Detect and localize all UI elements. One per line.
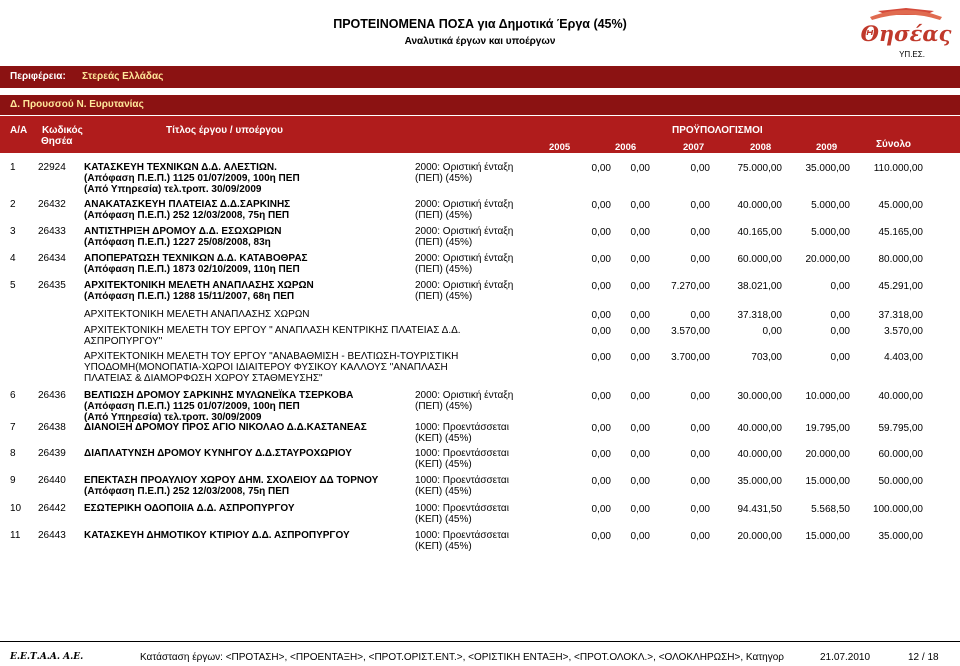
- row-code: 26432: [38, 199, 66, 210]
- row-aa: 11: [10, 530, 21, 541]
- row-value-5: 45.165,00: [878, 227, 923, 238]
- row-status-program: (ΠΕΠ) (45%): [415, 237, 473, 248]
- col-title: Τίτλος έργου / υποέργου: [166, 125, 283, 136]
- row-value-5: 60.000,00: [878, 449, 923, 460]
- subproject-title: ΑΡΧΙΤΕΚΤΟΝΙΚΗ ΜΕΛΕΤΗ ΑΝΑΠΛΑΣΗΣ ΧΩΡΩΝ: [84, 309, 310, 320]
- row-decision: (Απόφαση Π.Ε.Π.) 252 12/03/2008, 75η ΠΕΠ: [84, 486, 290, 497]
- subproject-value-2: 3.570,00: [671, 326, 710, 337]
- row-status-program: (ΠΕΠ) (45%): [415, 210, 473, 221]
- row-status-program: (ΚΕΠ) (45%): [415, 514, 472, 525]
- row-title: ΚΑΤΑΣΚΕΥΗ ΤΕΧΝΙΚΩΝ Δ.Δ. ΑΛΕΣΤΙΩΝ.: [84, 162, 277, 173]
- footer-org: Ε.Ε.Τ.Α.Α. Α.Ε.: [10, 652, 84, 662]
- logo-text: Θησέας: [860, 21, 952, 46]
- row-value-1: 0,00: [630, 504, 650, 515]
- subproject-value-2: 0,00: [690, 310, 710, 321]
- row-value-4: 10.000,00: [805, 391, 850, 402]
- row-code: 26438: [38, 422, 66, 433]
- region-band: [0, 66, 960, 88]
- row-status-program: (ΚΕΠ) (45%): [415, 459, 472, 470]
- row-code: 26443: [38, 530, 66, 541]
- row-status-program: (ΠΕΠ) (45%): [415, 401, 473, 412]
- footer-date: 21.07.2010: [820, 652, 871, 663]
- row-value-5: 100.000,00: [872, 504, 923, 515]
- row-value-1: 0,00: [630, 423, 650, 434]
- subproject-value-0: 0,00: [591, 326, 611, 337]
- row-value-0: 0,00: [591, 476, 611, 487]
- row-value-5: 50.000,00: [878, 476, 923, 487]
- row-title: ΑΝΤΙΣΤΗΡΙΞΗ ΔΡΟΜΟΥ Δ.Δ. ΕΣΩΧΩΡΙΩΝ: [84, 226, 282, 237]
- region-label: Περιφέρεια:: [10, 71, 66, 82]
- row-value-4: 19.795,00: [805, 423, 850, 434]
- region-value: Στερεάς Ελλάδας: [82, 71, 164, 82]
- row-value-1: 0,00: [630, 281, 650, 292]
- row-value-0: 0,00: [591, 504, 611, 515]
- footer-status: Κατάσταση έργων: <ΠΡΟΤΑΣΗ>, <ΠΡΟΕΝΤΑΞΗ>, <ΠΡΟΤ.ΟΡΙΣΤ.ΕΝΤ.>, <ΟΡΙΣΤΙΚΗ ΕΝΤΑΞΗ>, <ΠΡΟΤ.ΟΛΟΚΛ.>, <ΟΛΟΚΛΗΡΩΣΗ>, Κατηγορ: [140, 652, 784, 663]
- subproject-title: ΑΡΧΙΤΕΚΤΟΝΙΚΗ ΜΕΛΕΤΗ ΤΟΥ ΕΡΓΟΥ "ΑΝΑΒΑΘΜΙΣΗ - ΒΕΛΤΙΩΣΗ-ΤΟΥΡΙΣΤΙΚΗ: [84, 351, 459, 362]
- row-value-1: 0,00: [630, 227, 650, 238]
- row-value-5: 110.000,00: [873, 163, 923, 174]
- row-code: 26434: [38, 253, 66, 264]
- subproject-title-cont: ΥΠΟΔΟΜΗ(ΜΟΝΟΠΑΤΙΑ-ΧΩΡΟΙ ΙΔΙΑΙΤΕΡΟΥ ΦΥΣΙΚΟΥ ΚΑΛΛΟΥΣ "ΑΝΑΠΛΑΣΗ: [84, 362, 448, 373]
- row-code: 26440: [38, 475, 66, 486]
- row-value-2: 0,00: [690, 163, 710, 174]
- row-value-4: 15.000,00: [805, 531, 850, 542]
- col-code2: Θησέα: [41, 136, 73, 147]
- row-value-2: 7.270,00: [671, 281, 710, 292]
- row-value-2: 0,00: [690, 391, 710, 402]
- row-value-4: 15.000,00: [805, 476, 850, 487]
- row-title: ΒΕΛΤΙΩΣΗ ΔΡΟΜΟΥ ΣΑΡΚΙΝΗΣ ΜΥΛΩΝΕΪΚΑ ΤΣΕΡΚΟΒΑ: [84, 390, 354, 401]
- row-value-5: 40.000,00: [878, 391, 923, 402]
- row-value-0: 0,00: [591, 423, 611, 434]
- row-decision: (Απόφαση Π.Ε.Π.) 1125 01/07/2009, 100η ΠΕΠ: [84, 401, 300, 412]
- row-revision: (Από Υπηρεσία) τελ.τροπ. 30/09/2009: [84, 184, 262, 195]
- logo-sub: ΥΠ.ΕΣ.: [899, 50, 925, 59]
- row-decision: (Απόφαση Π.Ε.Π.) 1227 25/08/2008, 83η: [84, 237, 271, 248]
- row-aa: 6: [10, 390, 16, 401]
- col-year-2008: 2008: [750, 142, 772, 153]
- row-value-2: 0,00: [690, 531, 710, 542]
- row-revision: (Από Υπηρεσία) τελ.τροπ. 30/09/2009: [84, 412, 262, 423]
- row-status: 1000: Προεντάσσεται: [415, 475, 509, 486]
- row-value-2: 0,00: [690, 476, 710, 487]
- subproject-value-5: 3.570,00: [884, 326, 923, 337]
- row-code: 26436: [38, 390, 66, 401]
- subproject-value-5: 4.403,00: [884, 352, 923, 363]
- row-status: 1000: Προεντάσσεται: [415, 530, 509, 541]
- row-code: 22924: [38, 162, 66, 173]
- row-status-program: (ΠΕΠ) (45%): [415, 264, 473, 275]
- row-status: 2000: Οριστική ένταξη: [415, 199, 514, 210]
- row-title: ΑΡΧΙΤΕΚΤΟΝΙΚΗ ΜΕΛΕΤΗ ΑΝΑΠΛΑΣΗΣ ΧΩΡΩΝ: [84, 280, 314, 291]
- row-decision: (Απόφαση Π.Ε.Π.) 252 12/03/2008, 75η ΠΕΠ: [84, 210, 290, 221]
- row-status: 1000: Προεντάσσεται: [415, 503, 509, 514]
- subproject-value-0: 0,00: [591, 310, 611, 321]
- table-header: [0, 116, 960, 153]
- subproject-value-2: 3.700,00: [671, 352, 710, 363]
- subproject-value-4: 0,00: [830, 326, 850, 337]
- subproject-title: ΑΡΧΙΤΕΚΤΟΝΙΚΗ ΜΕΛΕΤΗ ΤΟΥ ΕΡΓΟΥ " ΑΝΑΠΛΑΣΗ ΚΕΝΤΡΙΚΗΣ ΠΛΑΤΕΙΑΣ Δ.Δ.: [84, 325, 461, 336]
- row-value-0: 0,00: [591, 200, 611, 211]
- row-aa: 3: [10, 226, 16, 237]
- report-title: ΠΡΟΤΕΙΝΟΜΕΝΑ ΠΟΣΑ για Δημοτικά Έργα (45%): [333, 17, 627, 31]
- row-value-5: 35.000,00: [878, 531, 923, 542]
- col-year-2007: 2007: [683, 142, 705, 153]
- prefecture-band: [0, 95, 960, 115]
- row-value-4: 0,00: [830, 281, 850, 292]
- subproject-value-1: 0,00: [630, 326, 650, 337]
- row-title: ΕΣΩΤΕΡΙΚΗ ΟΔΟΠΟΙΙΑ Δ.Δ. ΑΣΠΡΟΠΥΡΓΟΥ: [84, 503, 295, 514]
- row-status-program: (ΚΕΠ) (45%): [415, 541, 472, 552]
- row-value-3: 40.165,00: [737, 227, 782, 238]
- row-aa: 2: [10, 199, 16, 210]
- row-aa: 1: [10, 162, 16, 173]
- row-value-3: 30.000,00: [737, 391, 782, 402]
- row-status-program: (ΠΕΠ) (45%): [415, 173, 473, 184]
- row-status: 2000: Οριστική ένταξη: [415, 253, 514, 264]
- row-value-4: 35.000,00: [805, 163, 850, 174]
- row-value-3: 40.000,00: [737, 423, 782, 434]
- row-value-3: 40.000,00: [737, 449, 782, 460]
- row-decision: (Απόφαση Π.Ε.Π.) 1873 02/10/2009, 110η ΠΕΠ: [84, 264, 300, 275]
- row-status: 1000: Προεντάσσεται: [415, 448, 509, 459]
- row-title: ΚΑΤΑΣΚΕΥΗ ΔΗΜΟΤΙΚΟΥ ΚΤΙΡΙΟΥ Δ.Δ. ΑΣΠΡΟΠΥΡΓΟΥ: [84, 530, 350, 541]
- col-year-2005: 2005: [549, 142, 571, 153]
- row-value-2: 0,00: [690, 200, 710, 211]
- row-status: 2000: Οριστική ένταξη: [415, 162, 514, 173]
- row-value-3: 75.000,00: [737, 163, 782, 174]
- row-status-program: (ΚΕΠ) (45%): [415, 433, 472, 444]
- footer-page: 12 / 18: [908, 652, 939, 663]
- row-value-4: 5.568,50: [811, 504, 850, 515]
- row-value-0: 0,00: [591, 281, 611, 292]
- row-value-5: 80.000,00: [878, 254, 923, 265]
- subproject-value-3: 703,00: [751, 352, 782, 363]
- row-status: 2000: Οριστική ένταξη: [415, 280, 514, 291]
- report-subtitle: Αναλυτικά έργων και υποέργων: [404, 36, 556, 47]
- row-value-0: 0,00: [591, 227, 611, 238]
- row-value-3: 35.000,00: [737, 476, 782, 487]
- row-status-program: (ΚΕΠ) (45%): [415, 486, 472, 497]
- col-year-2009: 2009: [816, 142, 838, 153]
- row-value-5: 59.795,00: [878, 423, 923, 434]
- row-title: ΕΠΕΚΤΑΣΗ ΠΡΟΑΥΛΙΟΥ ΧΩΡΟΥ ΔΗΜ. ΣΧΟΛΕΙΟΥ ΔΔ ΤΟΡΝΟΥ: [84, 475, 379, 486]
- row-aa: 9: [10, 475, 16, 486]
- row-status: 1000: Προεντάσσεται: [415, 422, 509, 433]
- subproject-value-4: 0,00: [830, 352, 850, 363]
- row-value-2: 0,00: [690, 254, 710, 265]
- row-aa: 10: [10, 503, 22, 514]
- row-code: 26435: [38, 280, 66, 291]
- row-aa: 4: [10, 253, 16, 264]
- row-value-1: 0,00: [630, 163, 650, 174]
- row-value-4: 20.000,00: [805, 449, 850, 460]
- row-value-0: 0,00: [591, 449, 611, 460]
- row-code: 26442: [38, 503, 66, 514]
- row-code: 26433: [38, 226, 66, 237]
- row-value-1: 0,00: [630, 449, 650, 460]
- subproject-title-cont2: ΠΛΑΤΕΙΑΣ & ΔΙΑΜΟΡΦΩΣΗ ΧΩΡΟΥ ΣΤΑΘΜΕΥΣΗΣ": [84, 373, 323, 384]
- row-value-5: 45.291,00: [878, 281, 923, 292]
- row-value-1: 0,00: [630, 476, 650, 487]
- row-aa: 8: [10, 448, 16, 459]
- row-value-5: 45.000,00: [878, 200, 923, 211]
- row-value-0: 0,00: [591, 254, 611, 265]
- row-value-3: 60.000,00: [737, 254, 782, 265]
- subproject-title-cont: ΑΣΠΡΟΠΥΡΓΟΥ": [84, 336, 163, 347]
- row-aa: 7: [10, 422, 16, 433]
- row-value-1: 0,00: [630, 531, 650, 542]
- row-decision: (Απόφαση Π.Ε.Π.) 1288 15/11/2007, 68η ΠΕΠ: [84, 291, 295, 302]
- subproject-value-3: 0,00: [762, 326, 782, 337]
- theseas-logo: [860, 5, 952, 60]
- row-code: 26439: [38, 448, 66, 459]
- row-value-2: 0,00: [690, 227, 710, 238]
- col-budget: ΠΡΟΫΠΟΛΟΓΙΣΜΟΙ: [672, 125, 763, 136]
- row-value-4: 5.000,00: [811, 200, 850, 211]
- row-value-2: 0,00: [690, 449, 710, 460]
- row-title: ΑΠΟΠΕΡΑΤΩΣΗ ΤΕΧΝΙΚΩΝ Δ.Δ. ΚΑΤΑΒΟΘΡΑΣ: [84, 253, 308, 264]
- row-status: 2000: Οριστική ένταξη: [415, 390, 514, 401]
- col-code: Κωδικός: [42, 125, 83, 136]
- subproject-value-0: 0,00: [591, 352, 611, 363]
- prefecture-label: Δ. Προυσσού Ν. Ευρυτανίας: [10, 99, 144, 110]
- row-value-1: 0,00: [630, 254, 650, 265]
- row-title: ΔΙΑΠΛΑΤΥΝΣΗ ΔΡΟΜΟΥ ΚΥΝΗΓΟΥ Δ.Δ.ΣΤΑΥΡΟΧΩΡΙΟΥ: [84, 448, 352, 459]
- col-year-2006: 2006: [615, 142, 637, 153]
- footer-divider: [0, 641, 960, 642]
- row-decision: (Απόφαση Π.Ε.Π.) 1125 01/07/2009, 100η ΠΕΠ: [84, 173, 300, 184]
- subproject-value-1: 0,00: [630, 352, 650, 363]
- row-value-3: 94.431,50: [737, 504, 782, 515]
- col-total: Σύνολο: [876, 139, 912, 150]
- subproject-value-4: 0,00: [830, 310, 850, 321]
- row-value-1: 0,00: [630, 200, 650, 211]
- subproject-value-3: 37.318,00: [737, 310, 782, 321]
- col-aa: Α/Α: [10, 125, 28, 136]
- subproject-value-5: 37.318,00: [878, 310, 923, 321]
- row-value-0: 0,00: [591, 531, 611, 542]
- row-value-0: 0,00: [591, 391, 611, 402]
- row-value-4: 5.000,00: [811, 227, 850, 238]
- row-value-3: 40.000,00: [737, 200, 782, 211]
- row-value-3: 38.021,00: [737, 281, 782, 292]
- row-value-3: 20.000,00: [737, 531, 782, 542]
- row-status: 2000: Οριστική ένταξη: [415, 226, 514, 237]
- row-aa: 5: [10, 280, 16, 291]
- row-value-2: 0,00: [690, 423, 710, 434]
- row-value-2: 0,00: [690, 504, 710, 515]
- row-value-4: 20.000,00: [805, 254, 850, 265]
- row-value-1: 0,00: [630, 391, 650, 402]
- subproject-value-1: 0,00: [630, 310, 650, 321]
- row-title: ΔΙΑΝΟΙΞΗ ΔΡΟΜΟΥ ΠΡΟΣ ΑΓΙΟ ΝΙΚΟΛΑΟ Δ.Δ.ΚΑΣΤΑΝΕΑΣ: [84, 422, 367, 433]
- row-status-program: (ΠΕΠ) (45%): [415, 291, 473, 302]
- row-value-0: 0,00: [591, 163, 611, 174]
- row-title: ΑΝΑΚΑΤΑΣΚΕΥΗ ΠΛΑΤΕΙΑΣ Δ.Δ.ΣΑΡΚΙΝΗΣ: [84, 199, 291, 210]
